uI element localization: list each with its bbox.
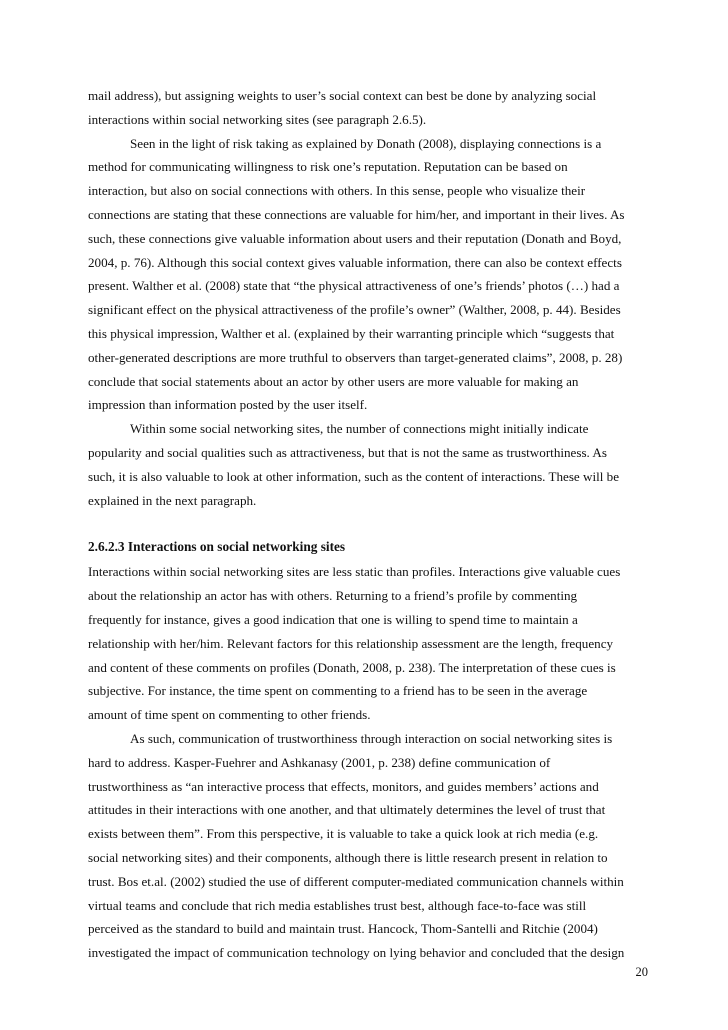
page-number: 20: [635, 965, 648, 979]
text-line: explained in the next paragraph.: [88, 492, 257, 508]
text-line: perceived as the standard to build and maintain trust. Hancock, Thom-Santelli and Ritchie (2004): [88, 921, 598, 937]
page-body: [88, 84, 648, 965]
text-line: As such, communication of trustworthiness through interaction on social networking sites is: [130, 730, 613, 746]
text-line: method for communicating willingness to risk one’s reputation. Reputation can be based on: [88, 159, 568, 175]
text-line: hard to address. Kasper-Fuehrer and Ashkanasy (2001, p. 238) define communication of: [88, 754, 551, 770]
text-line: exists between them”. From this perspective, it is valuable to take a quick look at rich media (e.g.: [88, 826, 599, 842]
text-line: trustworthiness as “an interactive process that effects, monitors, and guides members’ actions and: [88, 778, 599, 794]
text-line: significant effect on the physical attractiveness of the profile’s owner” (Walther, 2008, p. 44). Besides: [88, 302, 621, 318]
paragraph-3: [88, 417, 648, 512]
text-line: relationship with her/him. Relevant factors for this relationship assessment are the length, frequency: [88, 635, 614, 651]
text-line: about the relationship an actor has with others. Returning to a friend’s profile by commenting: [88, 588, 578, 604]
text-line: present. Walther et al. (2008) state that “the physical attractiveness of one’s friends’ photos (…) had a: [88, 278, 620, 294]
text-line: conclude that social statements about an actor by other users are more valuable for making an: [88, 373, 579, 389]
text-line: such, these connections give valuable information about users and their reputation (Donath and Boyd,: [88, 230, 622, 246]
text-line: subjective. For instance, the time spent on commenting to a friend has to be seen in the average: [88, 683, 588, 699]
text-line: interaction, but also on social connections with others. In this sense, people who visualize their: [88, 183, 586, 199]
text-line: virtual teams and conclude that rich media establishes trust best, although face-to-face was still: [88, 897, 587, 913]
paragraph-2: [88, 132, 648, 418]
text-line: Seen in the light of risk taking as explained by Donath (2008), displaying connections is a: [130, 135, 602, 151]
text-line: trust. Bos et.al. (2002) studied the use of different computer-mediated communication channels within: [88, 873, 624, 889]
text-line: popularity and social qualities such as attractiveness, but that is not the same as trustworthiness. As: [88, 444, 607, 460]
text-line: Within some social networking sites, the number of connections might initially indicate: [130, 421, 589, 437]
text-line: amount of time spent on commenting to other friends.: [88, 707, 371, 723]
text-line: this physical impression, Walther et al. (explained by their warranting principle which “suggests that: [88, 325, 615, 341]
text-line: Interactions within social networking sites are less static than profiles. Interactions give valuable cues: [88, 564, 621, 580]
text-line: and content of these comments on profiles (Donath, 2008, p. 238). The interpretation of these cues is: [88, 659, 616, 675]
text-line: frequently for instance, gives a good indication that one is willing to spend time to maintain a: [88, 611, 578, 627]
paragraph-5: [88, 727, 648, 965]
text-line: impression than information posted by the user itself.: [88, 397, 368, 413]
text-line: investigated the impact of communication technology on lying behavior and concluded that the design: [88, 945, 625, 961]
paragraph-4: [88, 560, 648, 727]
text-line: mail address), but assigning weights to user’s social context can best be done by analyzing social: [88, 88, 597, 103]
text-line: attitudes in their interactions with one another, and that ultimately determines the level of trust that: [88, 802, 606, 818]
paragraph-1: [88, 84, 648, 132]
text-line: such, it is also valuable to look at other information, such as the content of interactions. These will be: [88, 468, 620, 484]
section-spacer: [88, 512, 648, 533]
section-heading: 2.6.2.3 Interactions on social networking sites: [88, 539, 346, 555]
text-line: other-generated descriptions are more truthful to observers than target-generated claims”, 2008, p. 28): [88, 349, 623, 365]
text-line: interactions within social networking sites (see paragraph 2.6.5).: [88, 111, 427, 127]
text-line: 2004, p. 76). Although this social context gives valuable information, there can also be context effects: [88, 254, 622, 270]
text-line: social networking sites) and their components, although there is little research present in relation to: [88, 849, 608, 865]
text-line: connections are stating that these connections are valuable for him/her, and important in their lives. As: [88, 206, 625, 222]
